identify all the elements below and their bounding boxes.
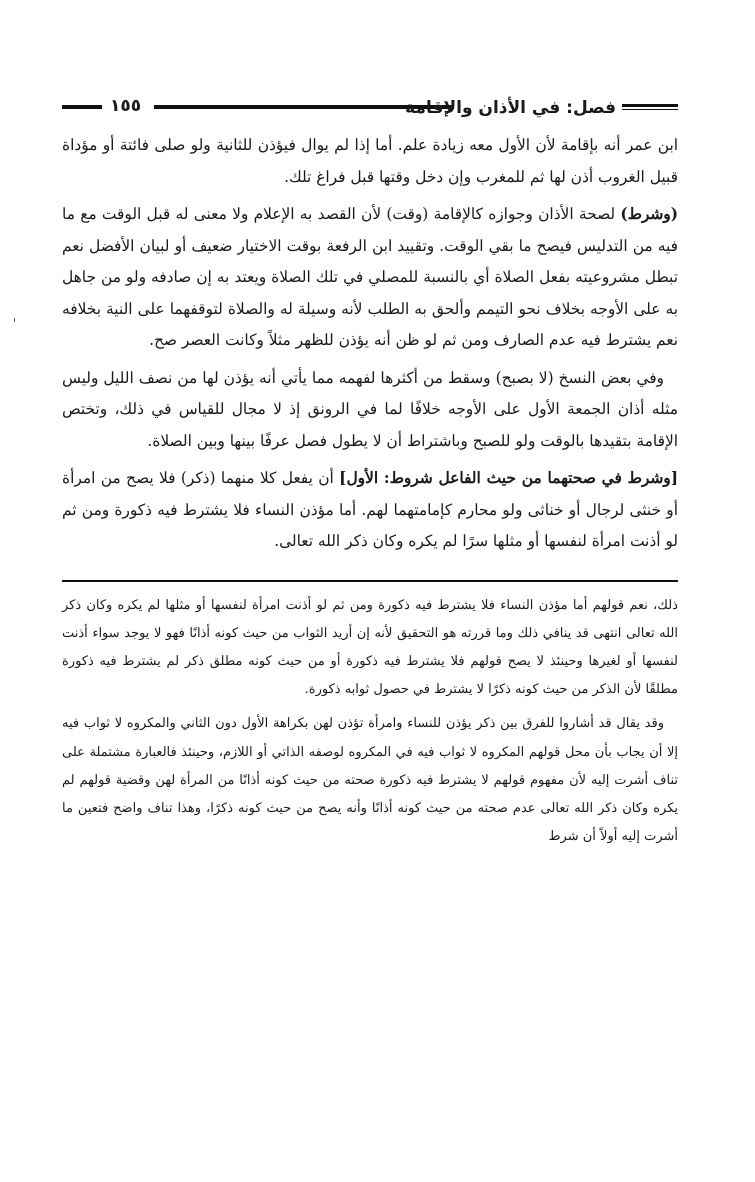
header-rule-right xyxy=(622,104,678,110)
margin-mark xyxy=(14,318,15,322)
paragraph-2-lead: (وشرط) xyxy=(620,205,678,223)
paragraph-4 xyxy=(62,463,678,558)
paragraph-4-lead: [وشرط في صحتهما من حيث الفاعل شروط: الأول] xyxy=(339,469,678,487)
header-rule-left xyxy=(62,105,102,109)
section-title: فصل: في الأذان والإقامة xyxy=(405,98,616,118)
document-page xyxy=(62,96,678,857)
page-number: ١٥٥ xyxy=(110,96,142,116)
paragraph-1: ابن عمر أنه بإقامة لأن الأول معه زيادة علم. أما إذا لم يوال فيؤذن للثانية ولو صلى فائتة أو مؤداة قبيل الغروب أذن لها ثم للمغرب وإن دخل وقتها قبل فراغ تلك. xyxy=(62,136,678,186)
footnote-paragraph-2: وقد يقال قد أشاروا للفرق بين ذكر يؤذن للنساء وامرأة تؤذن لهن بكراهة الأول دون الثاني والمكروه لا ثواب فيه إلا أن يجاب بأن محل قولهم المكروه لا ثواب فيه في المكروه لوصفه الذاتي أو اللازم، وحينئذ فالعبارة مشتملة على تناف أشرت إليه لأن مفهوم قولهم لا يشترط فيه ذكورة صحته من حيث كونه أذانًا من المرأة لهن وقضية قولهم لم يكره وكان ذكر الله تعالى عدم صحته من حيث كونه أذانًا وأنه يصح من حيث كونه ذكرًا، وهذا تناف واضح فتعين ما أشرت إليه أولاً أن شرط xyxy=(62,716,678,845)
footnote-separator xyxy=(62,580,678,582)
running-header xyxy=(62,96,678,130)
paragraph-4-body: أن يفعل كلا منهما (ذكر) فلا يصح من امرأة أو خنثى لرجال أو خناثى ولو محارم كإمامتهما لهم. أما مؤذن النساء فلا يشترط فيه ذكورة ومن ثم لو أذنت امرأة لنفسها أو مثلها سرًا لم يكره وكان ذكر الله تعالى. xyxy=(62,469,678,550)
paragraph-2 xyxy=(62,199,678,357)
footnotes xyxy=(62,592,678,852)
footnote-paragraph-1: ذلك، نعم قولهم أما مؤذن النساء فلا يشترط فيه ذكورة ومن ثم لو أذنت امرأة لنفسها أو مثلها لم يكره وكان ذكر الله تعالى انتهى قد ينافي ذلك وما قررته هو التحقيق لأنه إن أريد الثواب من حيث كونه أذانًا فهو لا يوجد سواء أذنت لنفسها أو لغيرها وحينئذ لا يصح قولهم فلا يشترط فيه ذكورة أو من حيث كونه مطلق ذكر لم يشترط فيه ذكورة مطلقًا لأن الذكر من حيث كونه ذكرًا لا يشترط في حصول ثوابه ذكورة. xyxy=(62,597,678,698)
paragraph-2-body: لصحة الأذان وجوازه كالإقامة (وقت) لأن القصد به الإعلام ولا معنى له قبل الوقت مع ما فيه من التدليس فيصح ما بقي الوقت. وتقييد ابن الرفعة بوقت الاختيار ضعيف أو لبيان الأفضل نعم تبطل مشروعيته بفعل الصلاة أي بالنسبة للمصلي في تلك الصلاة ويعتد به إن صادفه ولو من جاهل به على الأوجه بخلاف نحو التيمم وألحق به الطلب لأنه وسيلة له والصلاة لتوقفهما على النية بخلافه نعم يشترط فيه عدم الصارف ومن ثم لو ظن أنه يؤذن للظهر مثلاً وكانت العصر صح. xyxy=(62,205,678,349)
main-text xyxy=(62,130,678,558)
paragraph-3: وفي بعض النسخ (لا بصبح) وسقط من أكثرها لفهمه مما يأتي أنه يؤذن لها من نصف الليل وليس مثله أذان الجمعة الأول على الأوجه خلافًا لما في الرونق إذ لا مجال للقياس في ذلك، وتختص الإقامة بتقيدها بالوقت ولو للصبح وباشتراط أن لا يطول فصل عرفًا بينها وبين الصلاة. xyxy=(62,368,678,450)
